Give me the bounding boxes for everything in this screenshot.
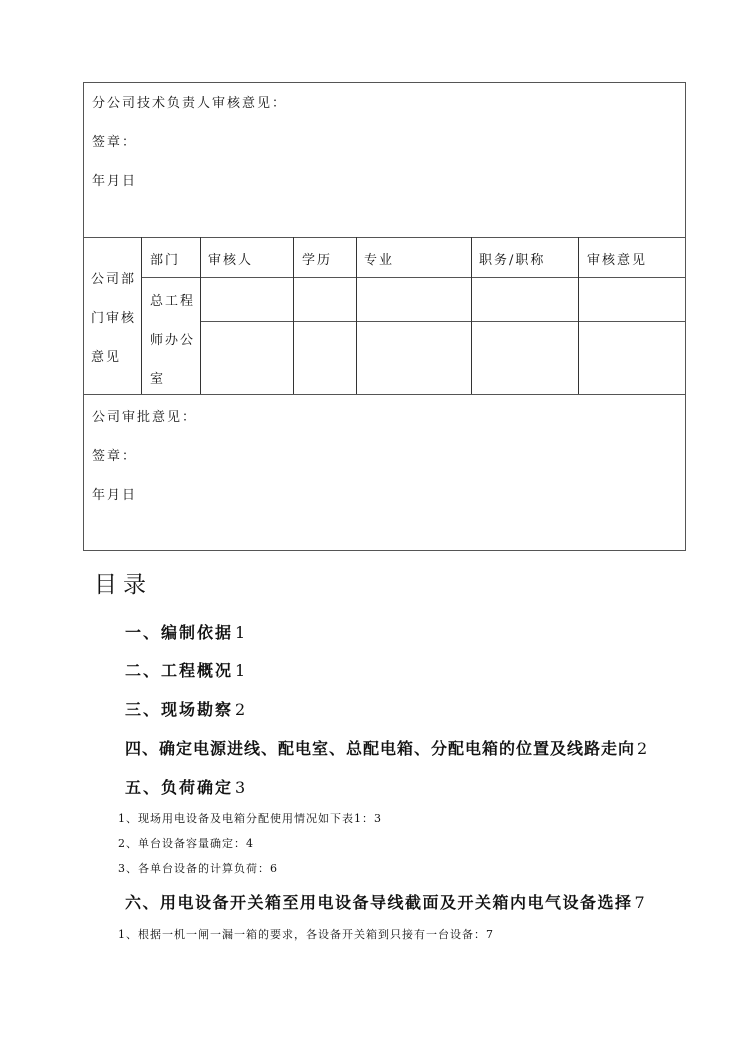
- dept-review-row-label-line: 意见: [91, 350, 122, 365]
- toc-entry[interactable]: [125, 620, 245, 643]
- column-header-position: 职务/职称: [479, 253, 546, 268]
- toc-entry-text: 三、现场勘察: [125, 700, 234, 719]
- toc-entry[interactable]: [125, 697, 245, 720]
- toc-entry-text: 五、负荷确定: [125, 778, 234, 797]
- toc-entry[interactable]: [125, 775, 245, 798]
- branch-review-label: 分公司技术负责人审核意见：: [92, 96, 288, 111]
- department-name-line: 师办公: [150, 333, 196, 348]
- toc-entry-text: 一、编制依据: [125, 623, 234, 642]
- department-name-line: 总工程: [150, 294, 196, 309]
- toc-entry-text: 六、用电设备开关箱至用电设备导线截面及开关箱内电气设备选择: [125, 893, 633, 912]
- toc-entry-page: 1: [235, 661, 246, 680]
- toc-entry-text: 1、根据一机一闸一漏一箱的要求，各设备开关箱到只接有一台设备：: [118, 928, 486, 941]
- toc-entry-page: 7: [634, 893, 645, 912]
- toc-entry-page: 3: [374, 812, 382, 825]
- table-divider: [578, 237, 579, 394]
- toc-entry-page: 2: [637, 739, 648, 758]
- toc-entry-text: 1、现场用电设备及电箱分配使用情况如下表1：: [118, 812, 374, 825]
- dept-review-row-label-line: 公司部: [91, 272, 137, 287]
- column-header-reviewer: 审核人: [208, 253, 254, 268]
- table-divider: [83, 394, 686, 395]
- column-header-education: 学历: [302, 253, 333, 268]
- branch-signature-label: 签章：: [92, 135, 138, 150]
- toc-entry[interactable]: [125, 736, 647, 759]
- toc-entry-text: 四、确定电源进线、配电室、总配电箱、分配电箱的位置及线路走向: [125, 739, 636, 758]
- company-date-label: 年月日: [92, 488, 138, 503]
- dept-review-row-label-line: 门审核: [91, 311, 137, 326]
- toc-entry-page: 6: [270, 862, 278, 875]
- toc-entry-page: 4: [246, 837, 254, 850]
- column-header-department: 部门: [150, 253, 181, 268]
- table-divider: [471, 237, 472, 394]
- toc-entry-page: 7: [486, 928, 494, 941]
- toc-title: 目录: [94, 572, 152, 598]
- column-header-review-opinion: 审核意见: [587, 253, 648, 268]
- company-signature-label: 签章：: [92, 449, 138, 464]
- table-divider: [141, 237, 142, 394]
- column-header-major: 专业: [364, 253, 395, 268]
- toc-entry-text: 3、各单台设备的计算负荷：: [118, 862, 270, 875]
- toc-entry-page: 2: [235, 700, 246, 719]
- toc-entry-text: 二、工程概况: [125, 661, 234, 680]
- table-divider: [200, 237, 201, 394]
- department-name-line: 室: [150, 372, 166, 387]
- toc-entry-page: 3: [235, 778, 246, 797]
- toc-subentry[interactable]: [118, 926, 494, 942]
- toc-entry[interactable]: [125, 658, 245, 681]
- toc-subentry[interactable]: [118, 835, 254, 851]
- toc-entry[interactable]: [125, 890, 645, 913]
- toc-subentry[interactable]: [118, 860, 278, 876]
- approval-form-table: [83, 82, 686, 551]
- toc-entry-page: 1: [235, 623, 246, 642]
- company-review-label: 公司审批意见：: [92, 410, 198, 425]
- table-divider: [83, 237, 686, 238]
- branch-date-label: 年月日: [92, 174, 138, 189]
- toc-subentry[interactable]: [118, 810, 382, 826]
- table-divider: [293, 237, 294, 394]
- table-divider: [200, 321, 686, 322]
- table-divider: [356, 237, 357, 394]
- toc-entry-text: 2、单台设备容量确定：: [118, 837, 246, 850]
- table-divider: [141, 277, 686, 278]
